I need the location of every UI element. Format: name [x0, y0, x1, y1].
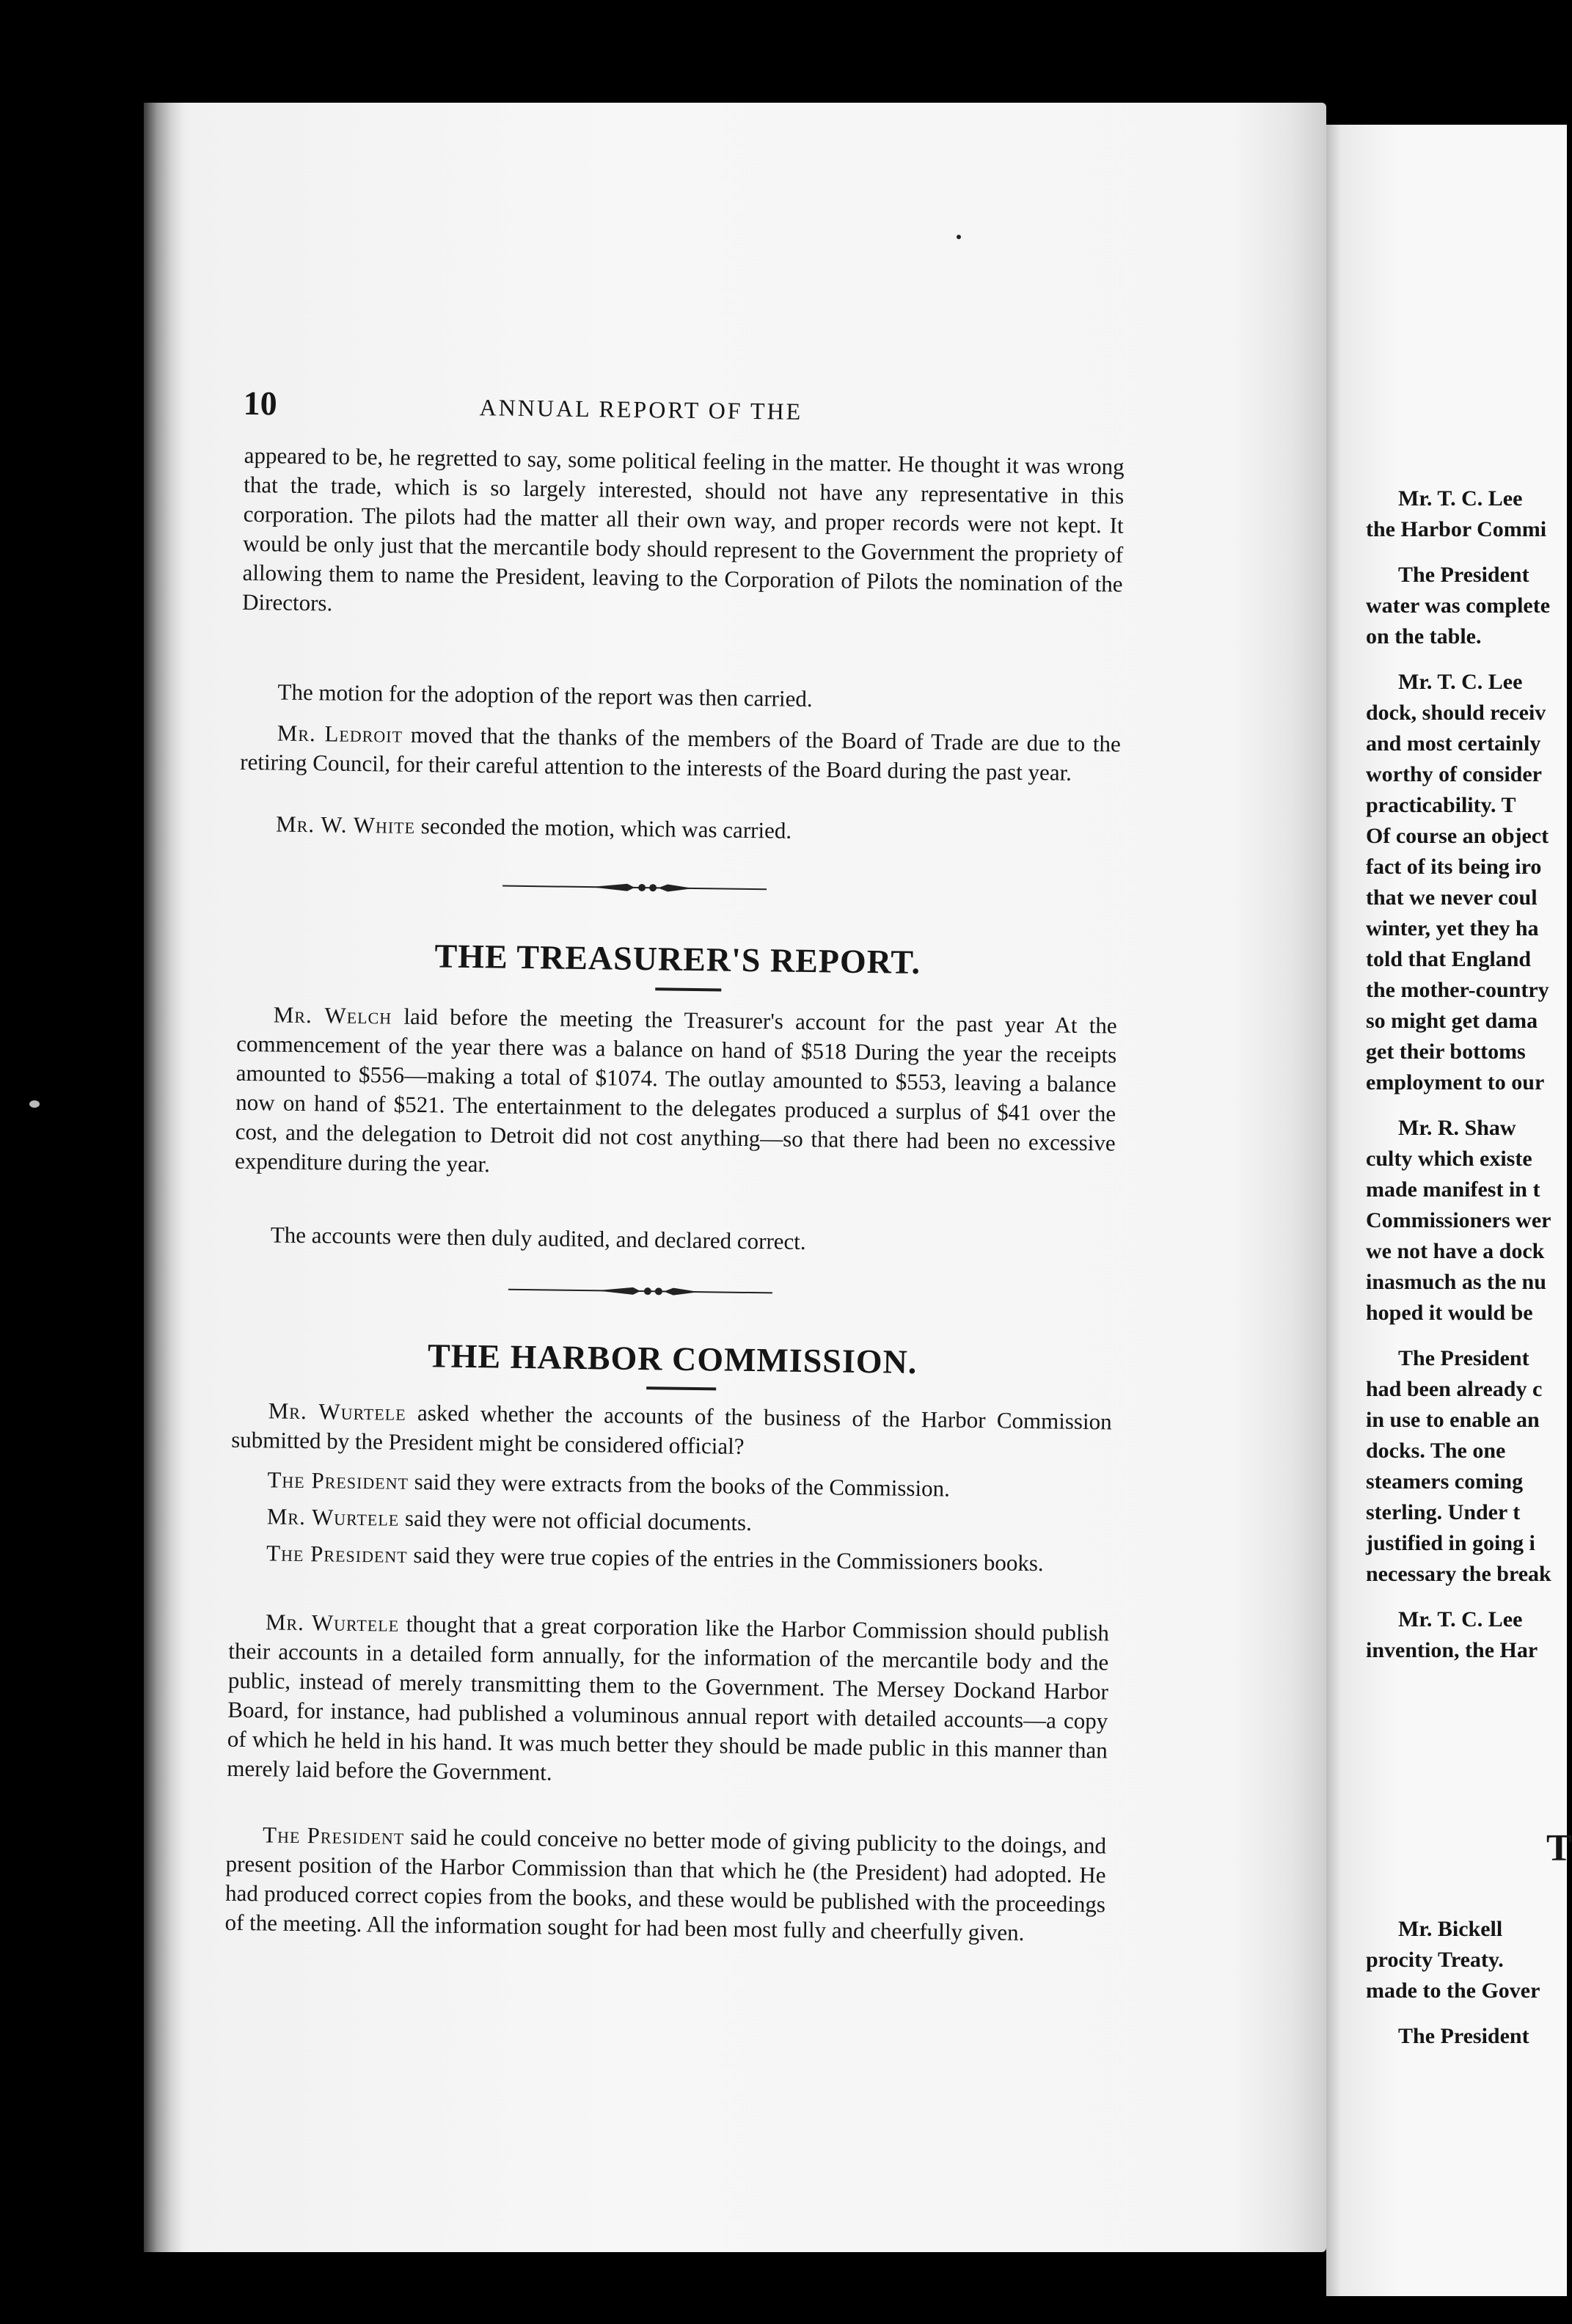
speaker: Mr. Wurtele [268, 1397, 406, 1425]
right-page-line: in use to enable an [1366, 1408, 1540, 1432]
right-page-line: worthy of consider [1366, 762, 1542, 786]
treasurer-paragraph-2: The accounts were then duly audited, and declared correct. [270, 1221, 806, 1255]
right-page-line: The President [1398, 1346, 1529, 1370]
speaker: The President [262, 1821, 405, 1849]
right-page-heading-fragment: T [1546, 1827, 1572, 1869]
heading-rule [655, 987, 721, 991]
paragraph-text: said he could conceive no better mode of giving publicity to the doings, and present position of the Harbor Commission than that which he (the President) had adopted. He had produced correct copies from the books, and these would be published with the proceedings of the meeting. All the information sought for had been most fully and cheerfully given. [224, 1823, 1107, 1945]
motion-paragraph: The motion for the adoption of the report was then carried. [277, 679, 813, 712]
speaker: The President [266, 1540, 408, 1568]
paragraph-text: seconded the motion, which was carried. [414, 812, 792, 844]
right-page-line: made to the Gover [1366, 1978, 1540, 2003]
white-paragraph [239, 809, 1119, 850]
right-page-line: Mr. T. C. Lee [1398, 1607, 1523, 1631]
right-page-line: hoped it would be [1366, 1301, 1533, 1325]
right-page-line: culty which existe [1366, 1147, 1532, 1171]
left-page [144, 103, 1326, 2252]
paragraph-text: moved that the thanks of the members of the Board of Trade are due to the retiring Council, for their careful attention to the interests of the Board during the past year. [240, 721, 1121, 786]
section-ornament [502, 879, 767, 897]
right-page-line: on the table. [1366, 624, 1482, 648]
right-page-line: steamers coming [1366, 1469, 1524, 1494]
right-page-line: justified in going i [1366, 1531, 1535, 1555]
treasurer-heading: THE TREASURER'S REPORT. [434, 937, 921, 982]
smudge-mark [29, 1100, 40, 1108]
right-page-line: had been already c [1366, 1377, 1543, 1401]
speaker: Mr. Wurtele [265, 1609, 400, 1637]
treasurer-paragraph-1 [235, 1000, 1117, 1188]
speaker: Mr. Ledroit [277, 720, 403, 748]
paragraph-text: said they were not official documents. [399, 1505, 753, 1536]
speaker: Mr. Welch [273, 1001, 392, 1029]
harbor-paragraph-5 [227, 1607, 1109, 1795]
speaker: Mr. W. White [275, 811, 416, 838]
ledroit-paragraph [240, 718, 1121, 789]
running-head: ANNUAL REPORT OF THE [479, 394, 803, 425]
right-page-line: winter, yet they ha [1366, 916, 1539, 940]
right-page-line: so might get dama [1366, 1009, 1538, 1033]
right-page-line: Of course an object [1366, 824, 1549, 848]
right-page-line: that we never coul [1366, 885, 1538, 910]
right-page-line: made manifest in t [1366, 1177, 1540, 1202]
right-page-line: necessary the break [1366, 1562, 1551, 1586]
right-page-line: The President [1398, 2024, 1529, 2048]
right-page-line: Mr. R. Shaw [1398, 1116, 1516, 1140]
harbor-paragraph-3 [230, 1502, 1111, 1543]
harbor-paragraph-4 [230, 1538, 1110, 1579]
page-number: 10 [243, 384, 278, 423]
right-page-line: The President [1398, 563, 1529, 587]
harbor-paragraph-1 [231, 1396, 1112, 1466]
paragraph-text: thought that a great corporation like the Harbor Commission should publish their accounts in a detailed form annually, for the information of the mercantile body and the public, instead of merely transmitting them to the Government. The Mersey Dockand Harbor Board, for instance, had published a voluminous annual report with detailed accounts—a copy of which he held in his hand. It was much better they should be made public in this manner than merely laid before the Government. [227, 1610, 1110, 1786]
paragraph-text: laid before the meeting the Treasurer's account for the past year At the commencement of the year there was a balance on hand of $518 During the year the receipts amounted to $556—making a total of $1074. The outlay amounted to $553, leaving a balance now on hand of $521. The entertainment to the delegates produced a surplus of $41 over the cost, and the delegation to Detroit did not cost anything—so that there had been no excessive expenditure during the year. [234, 1003, 1117, 1177]
right-page-line: fact of its being iro [1366, 855, 1542, 879]
right-page-line: told that England [1366, 947, 1532, 971]
right-page-line: we not have a dock [1366, 1239, 1545, 1263]
harbor-paragraph-6 [224, 1820, 1106, 1949]
right-page-line: procity Treaty. [1366, 1948, 1504, 1972]
right-page-line: sterling. Under t [1366, 1500, 1521, 1524]
right-page-line: and most certainly [1366, 731, 1541, 756]
right-page-line: the mother-country [1366, 978, 1549, 1002]
right-page-line: practicability. T [1366, 793, 1516, 817]
right-page-line: docks. The one [1366, 1439, 1506, 1463]
section-ornament [508, 1282, 772, 1301]
right-page-line: dock, should receiv [1366, 701, 1546, 725]
harbor-heading: THE HARBOR COMMISSION. [427, 1337, 918, 1381]
right-page-line: inasmuch as the nu [1366, 1270, 1546, 1294]
heading-rule [646, 1386, 716, 1390]
paragraph-text: said they were true copies of the entries in the Commissioners books. [407, 1541, 1044, 1576]
harbor-paragraph-2 [230, 1465, 1111, 1506]
right-page [1326, 125, 1572, 2296]
continuation-paragraph: appeared to be, he regretted to say, some political feeling in the matter. He thought it was wrong that the trade, which is so largely interested, should not have any representative in this corporation. The pilots had the matter all their own way, and proper records were not kept. It would be only just that the mercantile body should represent to the Government the propriety of allowing them to name the President, leaving to the Corporation of Pilots the nomination of the Directors. [241, 442, 1125, 616]
right-page-line: Mr. T. C. Lee [1398, 486, 1523, 511]
page-content [224, 275, 1420, 1945]
paragraph-text: said they were extracts from the books of the Commission. [408, 1468, 951, 1502]
speaker: The President [267, 1466, 409, 1494]
right-page-line: Commissioners wer [1366, 1208, 1551, 1232]
right-page-line: employment to our [1366, 1070, 1545, 1095]
book-spine [144, 103, 182, 2252]
right-page-line: Mr. Bickell [1398, 1917, 1503, 1941]
right-page-line: water was complete [1366, 593, 1551, 618]
right-page-line: invention, the Har [1366, 1638, 1538, 1662]
speaker: Mr. Wurtele [266, 1503, 400, 1531]
paragraph-text: asked whether the accounts of the business of the Harbor Commission submitted by the President might be considered official? [230, 1399, 1112, 1459]
right-page-line: Mr. T. C. Lee [1398, 670, 1523, 694]
stray-mark [957, 235, 961, 239]
right-page-line: get their bottoms [1366, 1039, 1526, 1064]
right-page-line: the Harbor Commi [1366, 517, 1547, 541]
